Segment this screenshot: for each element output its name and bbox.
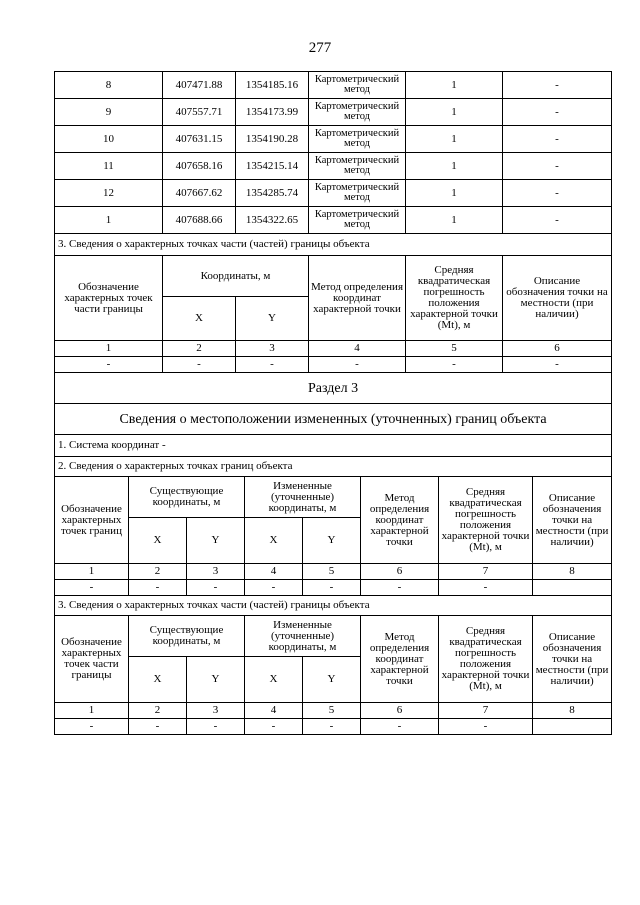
col-num: 6 <box>503 341 612 357</box>
table-row <box>55 153 612 180</box>
coordinates-table <box>54 71 612 373</box>
empty-cell: - <box>163 357 236 373</box>
col-num: 4 <box>245 703 303 719</box>
cell-method: Картометрический метод <box>309 207 406 234</box>
col-num: 5 <box>303 564 361 580</box>
col-num: 4 <box>309 341 406 357</box>
col-num: 5 <box>303 703 361 719</box>
parts-section-title: 3. Сведения о характерных точках части (частей) границы объекта <box>55 596 612 616</box>
empty-cell: - <box>245 719 303 735</box>
column-numbers-row <box>55 564 612 580</box>
cell-desc: - <box>503 207 612 234</box>
empty-cell: - <box>361 580 439 596</box>
col-num: 1 <box>55 703 129 719</box>
col-num: 7 <box>439 564 533 580</box>
cell-mt: 1 <box>406 72 503 99</box>
col-num: 6 <box>361 564 439 580</box>
column-numbers-row <box>55 341 612 357</box>
cell-method: Картометрический метод <box>309 72 406 99</box>
cell-method: Картометрический метод <box>309 153 406 180</box>
cell-n: 12 <box>55 180 163 207</box>
cell-desc: - <box>503 99 612 126</box>
header-accuracy: Средняя квадратическая погрешность положения характерной точки (Mt), м <box>439 477 533 564</box>
header-accuracy: Средняя квадратическая погрешность положения характерной точки (Mt), м <box>439 616 533 703</box>
cell-x: 407658.16 <box>163 153 236 180</box>
cell-y: 1354173.99 <box>236 99 309 126</box>
table-row <box>55 207 612 234</box>
header-coordinates: Координаты, м <box>163 256 309 297</box>
header-x: X <box>129 657 187 703</box>
cell-n: 11 <box>55 153 163 180</box>
header-y: Y <box>303 518 361 564</box>
cell-n: 9 <box>55 99 163 126</box>
empty-cell: - <box>303 580 361 596</box>
cell-y: 1354285.74 <box>236 180 309 207</box>
col-num: 8 <box>533 564 612 580</box>
empty-cell: - <box>303 719 361 735</box>
cell-mt: 1 <box>406 180 503 207</box>
col-num: 3 <box>187 703 245 719</box>
parts-section-title: 3. Сведения о характерных точках части (частей) границы объекта <box>55 234 612 256</box>
col-num: 7 <box>439 703 533 719</box>
empty-row <box>55 719 612 735</box>
cell-n: 8 <box>55 72 163 99</box>
empty-cell: - <box>55 357 163 373</box>
empty-cell <box>533 580 612 596</box>
header-y: Y <box>236 297 309 341</box>
empty-cell: - <box>55 719 129 735</box>
cell-mt: 1 <box>406 207 503 234</box>
col-num: 5 <box>406 341 503 357</box>
table-row <box>55 180 612 207</box>
table-row <box>55 72 612 99</box>
header-x: X <box>129 518 187 564</box>
cell-y: 1354185.16 <box>236 72 309 99</box>
header-x: X <box>245 657 303 703</box>
header-designation-parts: Обозначение характерных точек части границы <box>55 616 129 703</box>
cell-x: 407667.62 <box>163 180 236 207</box>
cell-y: 1354190.28 <box>236 126 309 153</box>
cell-desc: - <box>503 153 612 180</box>
empty-cell: - <box>55 580 129 596</box>
table-row <box>55 126 612 153</box>
points-section-title: 2. Сведения о характерных точках границ объекта <box>55 457 612 477</box>
cell-desc: - <box>503 180 612 207</box>
col-num: 6 <box>361 703 439 719</box>
col-num: 2 <box>129 564 187 580</box>
column-numbers-row <box>55 703 612 719</box>
col-num: 2 <box>129 703 187 719</box>
header-x: X <box>163 297 236 341</box>
header-accuracy: Средняя квадратическая погрешность положения характерной точки (Mt), м <box>406 256 503 341</box>
cell-mt: 1 <box>406 99 503 126</box>
empty-cell: - <box>129 580 187 596</box>
header-description: Описание обозначения точки на местности (при наличии) <box>533 477 612 564</box>
header-description: Описание обозначения точки на местности (при наличии) <box>503 256 612 341</box>
cell-x: 407631.15 <box>163 126 236 153</box>
col-num: 8 <box>533 703 612 719</box>
cell-desc: - <box>503 72 612 99</box>
section3-table <box>54 372 612 735</box>
empty-cell: - <box>236 357 309 373</box>
cell-y: 1354215.14 <box>236 153 309 180</box>
header-changed-coords: Измененные (уточненные) координаты, м <box>245 616 361 657</box>
cell-y: 1354322.65 <box>236 207 309 234</box>
empty-cell: - <box>309 357 406 373</box>
cell-mt: 1 <box>406 126 503 153</box>
page-number: 277 <box>308 40 332 56</box>
cell-mt: 1 <box>406 153 503 180</box>
empty-cell: - <box>503 357 612 373</box>
cell-method: Картометрический метод <box>309 99 406 126</box>
header-y: Y <box>187 657 245 703</box>
cell-n: 1 <box>55 207 163 234</box>
empty-cell: - <box>439 719 533 735</box>
cell-x: 407557.71 <box>163 99 236 126</box>
section-subtitle: Сведения о местоположении измененных (уточненных) границ объекта <box>55 404 612 435</box>
empty-cell <box>533 719 612 735</box>
header-changed-coords: Измененные (уточненные) координаты, м <box>245 477 361 518</box>
header-existing-coords: Существующие координаты, м <box>129 616 245 657</box>
empty-row <box>55 357 612 373</box>
col-num: 1 <box>55 564 129 580</box>
empty-row <box>55 580 612 596</box>
header-method: Метод определения координат характерной точки <box>309 256 406 341</box>
table-row <box>55 99 612 126</box>
col-num: 3 <box>187 564 245 580</box>
cell-desc: - <box>503 126 612 153</box>
empty-cell: - <box>187 719 245 735</box>
header-designation: Обозначение характерных точек части границы <box>55 256 163 341</box>
header-x: X <box>245 518 303 564</box>
empty-cell: - <box>439 580 533 596</box>
section-title: Раздел 3 <box>55 373 612 404</box>
cell-n: 10 <box>55 126 163 153</box>
header-y: Y <box>303 657 361 703</box>
coordinate-system: 1. Система координат - <box>55 435 612 457</box>
empty-cell: - <box>129 719 187 735</box>
header-description: Описание обозначения точки на местности (при наличии) <box>533 616 612 703</box>
empty-cell: - <box>245 580 303 596</box>
header-method: Метод определения координат характерной точки <box>361 477 439 564</box>
cell-method: Картометрический метод <box>309 180 406 207</box>
col-num: 4 <box>245 564 303 580</box>
header-existing-coords: Существующие координаты, м <box>129 477 245 518</box>
empty-cell: - <box>406 357 503 373</box>
col-num: 1 <box>55 341 163 357</box>
col-num: 3 <box>236 341 309 357</box>
empty-cell: - <box>187 580 245 596</box>
cell-method: Картометрический метод <box>309 126 406 153</box>
col-num: 2 <box>163 341 236 357</box>
header-designation: Обозначение характерных точек границ <box>55 477 129 564</box>
header-method: Метод определения координат характерной точки <box>361 616 439 703</box>
header-y: Y <box>187 518 245 564</box>
empty-cell: - <box>361 719 439 735</box>
cell-x: 407471.88 <box>163 72 236 99</box>
cell-x: 407688.66 <box>163 207 236 234</box>
